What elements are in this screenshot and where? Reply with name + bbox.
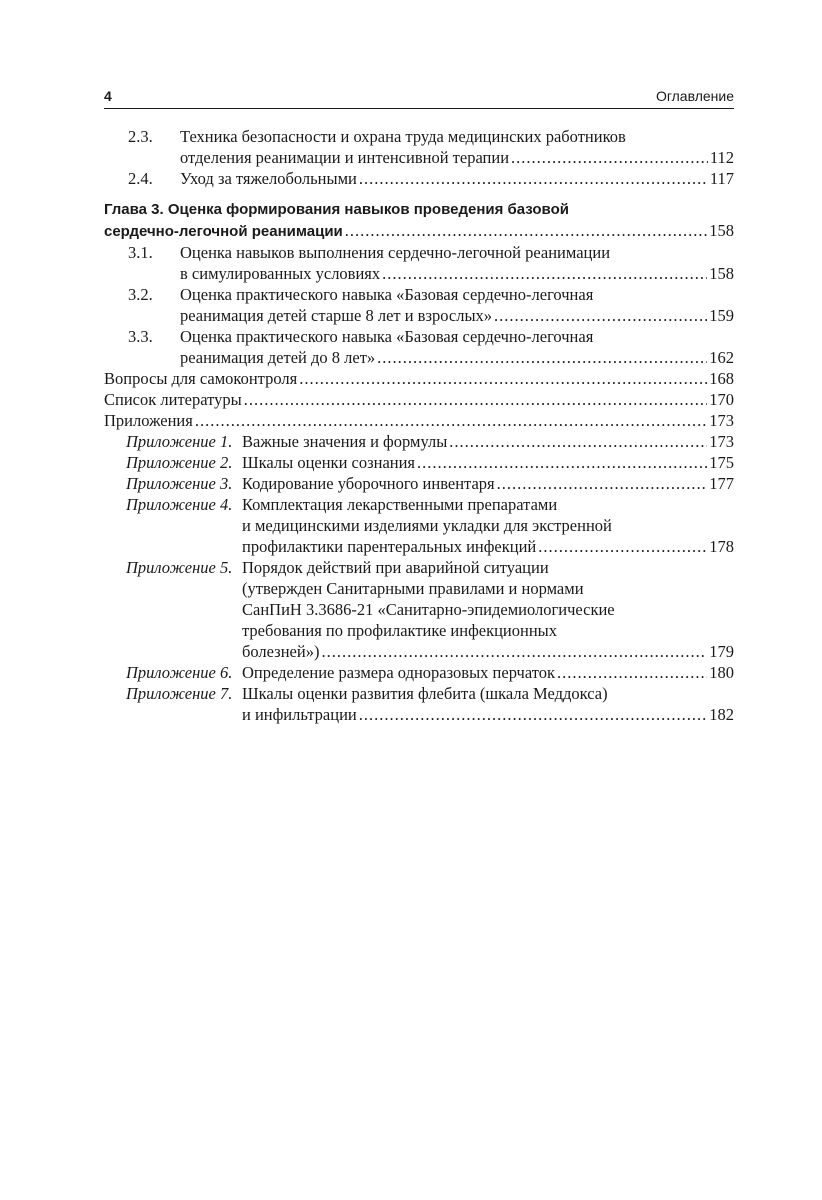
entry-title-line: отделения реанимации и интенсивной терапии xyxy=(180,148,510,167)
entry-title-line: Оценка практического навыка «Базовая сердечно-легочная xyxy=(180,327,594,346)
entry-title-line: реанимация детей до 8 лет» xyxy=(180,348,376,367)
dot-leader xyxy=(382,263,707,284)
toc-entry-appendix-6[interactable] xyxy=(104,662,734,683)
page-ref: 178 xyxy=(709,537,734,556)
entry-title-line: Вопросы для самоконтроля xyxy=(104,369,298,388)
running-header xyxy=(104,86,734,109)
dot-leader xyxy=(299,368,707,389)
toc-entry-3-2[interactable] xyxy=(104,284,734,326)
entry-title-line: и медицинскими изделиями укладки для экстренной xyxy=(242,516,612,535)
page-ref: 175 xyxy=(709,453,734,472)
toc-entry-appendix-3[interactable] xyxy=(104,473,734,494)
entry-title-line: Оценка навыков выполнения сердечно-легочной реанимации xyxy=(180,243,611,262)
toc-entry-2-3[interactable] xyxy=(104,126,734,168)
entry-title-line: Список литературы xyxy=(104,390,242,409)
appendix-label: Приложение 1. xyxy=(126,432,233,451)
chapter-title-line: сердечно-легочной реанимации xyxy=(104,223,343,240)
section-number: 3.1. xyxy=(128,243,153,262)
page-ref: 177 xyxy=(709,474,734,493)
entry-title-line: Приложения xyxy=(104,411,193,430)
section-number: 3.2. xyxy=(128,285,153,304)
toc-entry-2-4[interactable] xyxy=(104,168,734,189)
page-number: 4 xyxy=(104,88,112,104)
appendix-label: Приложение 5. xyxy=(126,558,233,577)
toc-entry-questions[interactable] xyxy=(104,368,734,389)
dot-leader xyxy=(359,168,708,189)
appendix-label: Приложение 7. xyxy=(126,684,233,703)
page-ref: 173 xyxy=(709,411,734,430)
toc-entry-3-3[interactable] xyxy=(104,326,734,368)
entry-title-line: болезней») xyxy=(242,642,320,661)
entry-title-line: реанимация детей старше 8 лет и взрослых» xyxy=(180,306,493,325)
toc-entry-appendix-5[interactable] xyxy=(104,557,734,662)
page-ref: 180 xyxy=(709,663,734,682)
entry-title-line: профилактики парентеральных инфекций xyxy=(242,537,537,556)
page-ref: 112 xyxy=(709,148,734,167)
entry-title-line: Оценка практического навыка «Базовая сердечно-легочная xyxy=(180,285,594,304)
toc-entry-appendices[interactable] xyxy=(104,410,734,431)
toc-entry-appendix-4[interactable] xyxy=(104,494,734,557)
dot-leader xyxy=(449,431,707,452)
section-number: 3.3. xyxy=(128,327,153,346)
entry-title-line: Уход за тяжелобольными xyxy=(180,169,357,188)
entry-title-line: Важные значения и формулы xyxy=(242,432,448,451)
section-number: 2.4. xyxy=(128,169,153,188)
toc-entry-literature[interactable] xyxy=(104,389,734,410)
appendix-label: Приложение 4. xyxy=(126,495,233,514)
dot-leader xyxy=(511,147,708,168)
entry-title-line: и инфильтрации xyxy=(242,705,357,724)
dot-leader xyxy=(557,662,707,683)
toc-entry-appendix-1[interactable] xyxy=(104,431,734,452)
table-of-contents xyxy=(104,126,734,725)
page-ref: 179 xyxy=(709,642,734,661)
page-ref: 158 xyxy=(709,264,734,283)
dot-leader xyxy=(417,452,707,473)
toc-entry-3-1[interactable] xyxy=(104,242,734,284)
entry-title-line: в симулированных условиях xyxy=(180,264,381,283)
dot-leader xyxy=(195,410,707,431)
dot-leader xyxy=(244,389,708,410)
entry-title-line: Комплектация лекарственными препаратами xyxy=(242,495,558,514)
entry-title-line: Техника безопасности и охрана труда медицинских работников xyxy=(180,127,626,146)
page-ref: 158 xyxy=(709,221,734,240)
dot-leader xyxy=(345,220,707,241)
page-ref: 182 xyxy=(709,705,734,724)
dot-leader xyxy=(359,704,708,725)
entry-title-line: Шкалы оценки сознания xyxy=(242,453,416,472)
entry-title-line: Определение размера одноразовых перчаток xyxy=(242,663,556,682)
running-title: Оглавление xyxy=(655,88,734,104)
appendix-label: Приложение 6. xyxy=(126,663,233,682)
page-ref: 117 xyxy=(709,169,734,188)
page-ref: 168 xyxy=(709,369,734,388)
appendix-label: Приложение 3. xyxy=(126,474,233,493)
entry-title-line: требования по профилактике инфекционных xyxy=(242,621,558,640)
page-ref: 162 xyxy=(709,348,734,367)
entry-title-line: Кодирование уборочного инвентаря xyxy=(242,474,495,493)
dot-leader xyxy=(538,536,707,557)
dot-leader xyxy=(377,347,707,368)
dot-leader xyxy=(321,641,707,662)
page-ref: 170 xyxy=(709,390,734,409)
page-ref: 159 xyxy=(709,306,734,325)
entry-title-line: (утвержден Санитарными правилами и нормами xyxy=(242,579,584,598)
entry-title-line: Шкалы оценки развития флебита (шкала Меддокса) xyxy=(242,684,608,703)
chapter-title-line: Глава 3. Оценка формирования навыков проведения базовой xyxy=(104,201,569,218)
dot-leader xyxy=(497,473,708,494)
entry-title-line: Порядок действий при аварийной ситуации xyxy=(242,558,549,577)
section-number: 2.3. xyxy=(128,127,153,146)
toc-entry-appendix-7[interactable] xyxy=(104,683,734,725)
dot-leader xyxy=(494,305,707,326)
page-ref: 173 xyxy=(709,432,734,451)
toc-entry-appendix-2[interactable] xyxy=(104,452,734,473)
entry-title-line: СанПиН 3.3686-21 «Санитарно-эпидемиологические xyxy=(242,600,615,619)
toc-entry-chapter-3[interactable] xyxy=(104,199,734,242)
appendix-label: Приложение 2. xyxy=(126,453,233,472)
